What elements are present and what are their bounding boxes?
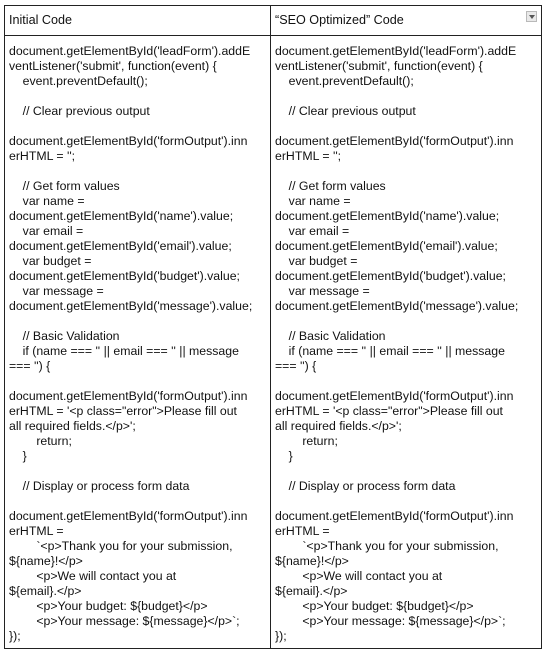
chevron-down-icon[interactable] (526, 11, 537, 22)
seo-optimized-code-cell (271, 36, 542, 649)
initial-code-block: document.getElementById('leadForm').addE ventListener('submit', function(event) { event.preventDefault(); // Clear previous output document.getElementById('formOutput').inn erHTML = ''; // Get form values var name = document.getElementById('name').value; var email = document.getElementById('email').value; var budget = document.getElementById('budget').value; var message = document.getElementById('message').value; // Basic Validation if (name === '' || email === '' || message === '') { document.getElementById('formOutput').inn erHTML = '<p class="error">Please fill out all required fields.</p>'; return; } // Display or process form data document.getElementById('formOutput').inn erHTML = `<p>Thank you for your submission, ${name}!</p> <p>We will contact you at ${email}.</p> <p>Your budget: ${budget}</p> <p>Your message: ${message}</p>`; }); (9, 44, 253, 643)
code-comparison-table (4, 5, 542, 649)
seo-optimized-code-block: document.getElementById('leadForm').addE ventListener('submit', function(event) { event.preventDefault(); // Clear previous output document.getElementById('formOutput').inn erHTML = ''; // Get form values var name = document.getElementById('name').value; var email = document.getElementById('email').value; var budget = document.getElementById('budget').value; var message = document.getElementById('message').value; // Basic Validation if (name === '' || email === '' || message === '') { document.getElementById('formOutput').inn erHTML = '<p class="error">Please fill out all required fields.</p>'; return; } // Display or process form data document.getElementById('formOutput').inn erHTML = `<p>Thank you for your submission, ${name}!</p> <p>We will contact you at ${email}.</p> <p>Your budget: ${budget}</p> <p>Your message: ${message}</p>`; }); (275, 44, 519, 643)
table-header-row (5, 6, 542, 36)
initial-code-cell (5, 36, 271, 649)
seo-optimized-code-header (271, 6, 542, 36)
table-code-row (5, 36, 542, 649)
seo-optimized-code-header-label: “SEO Optimized” Code (275, 13, 404, 27)
initial-code-header-label: Initial Code (9, 13, 73, 27)
initial-code-header (5, 6, 271, 36)
